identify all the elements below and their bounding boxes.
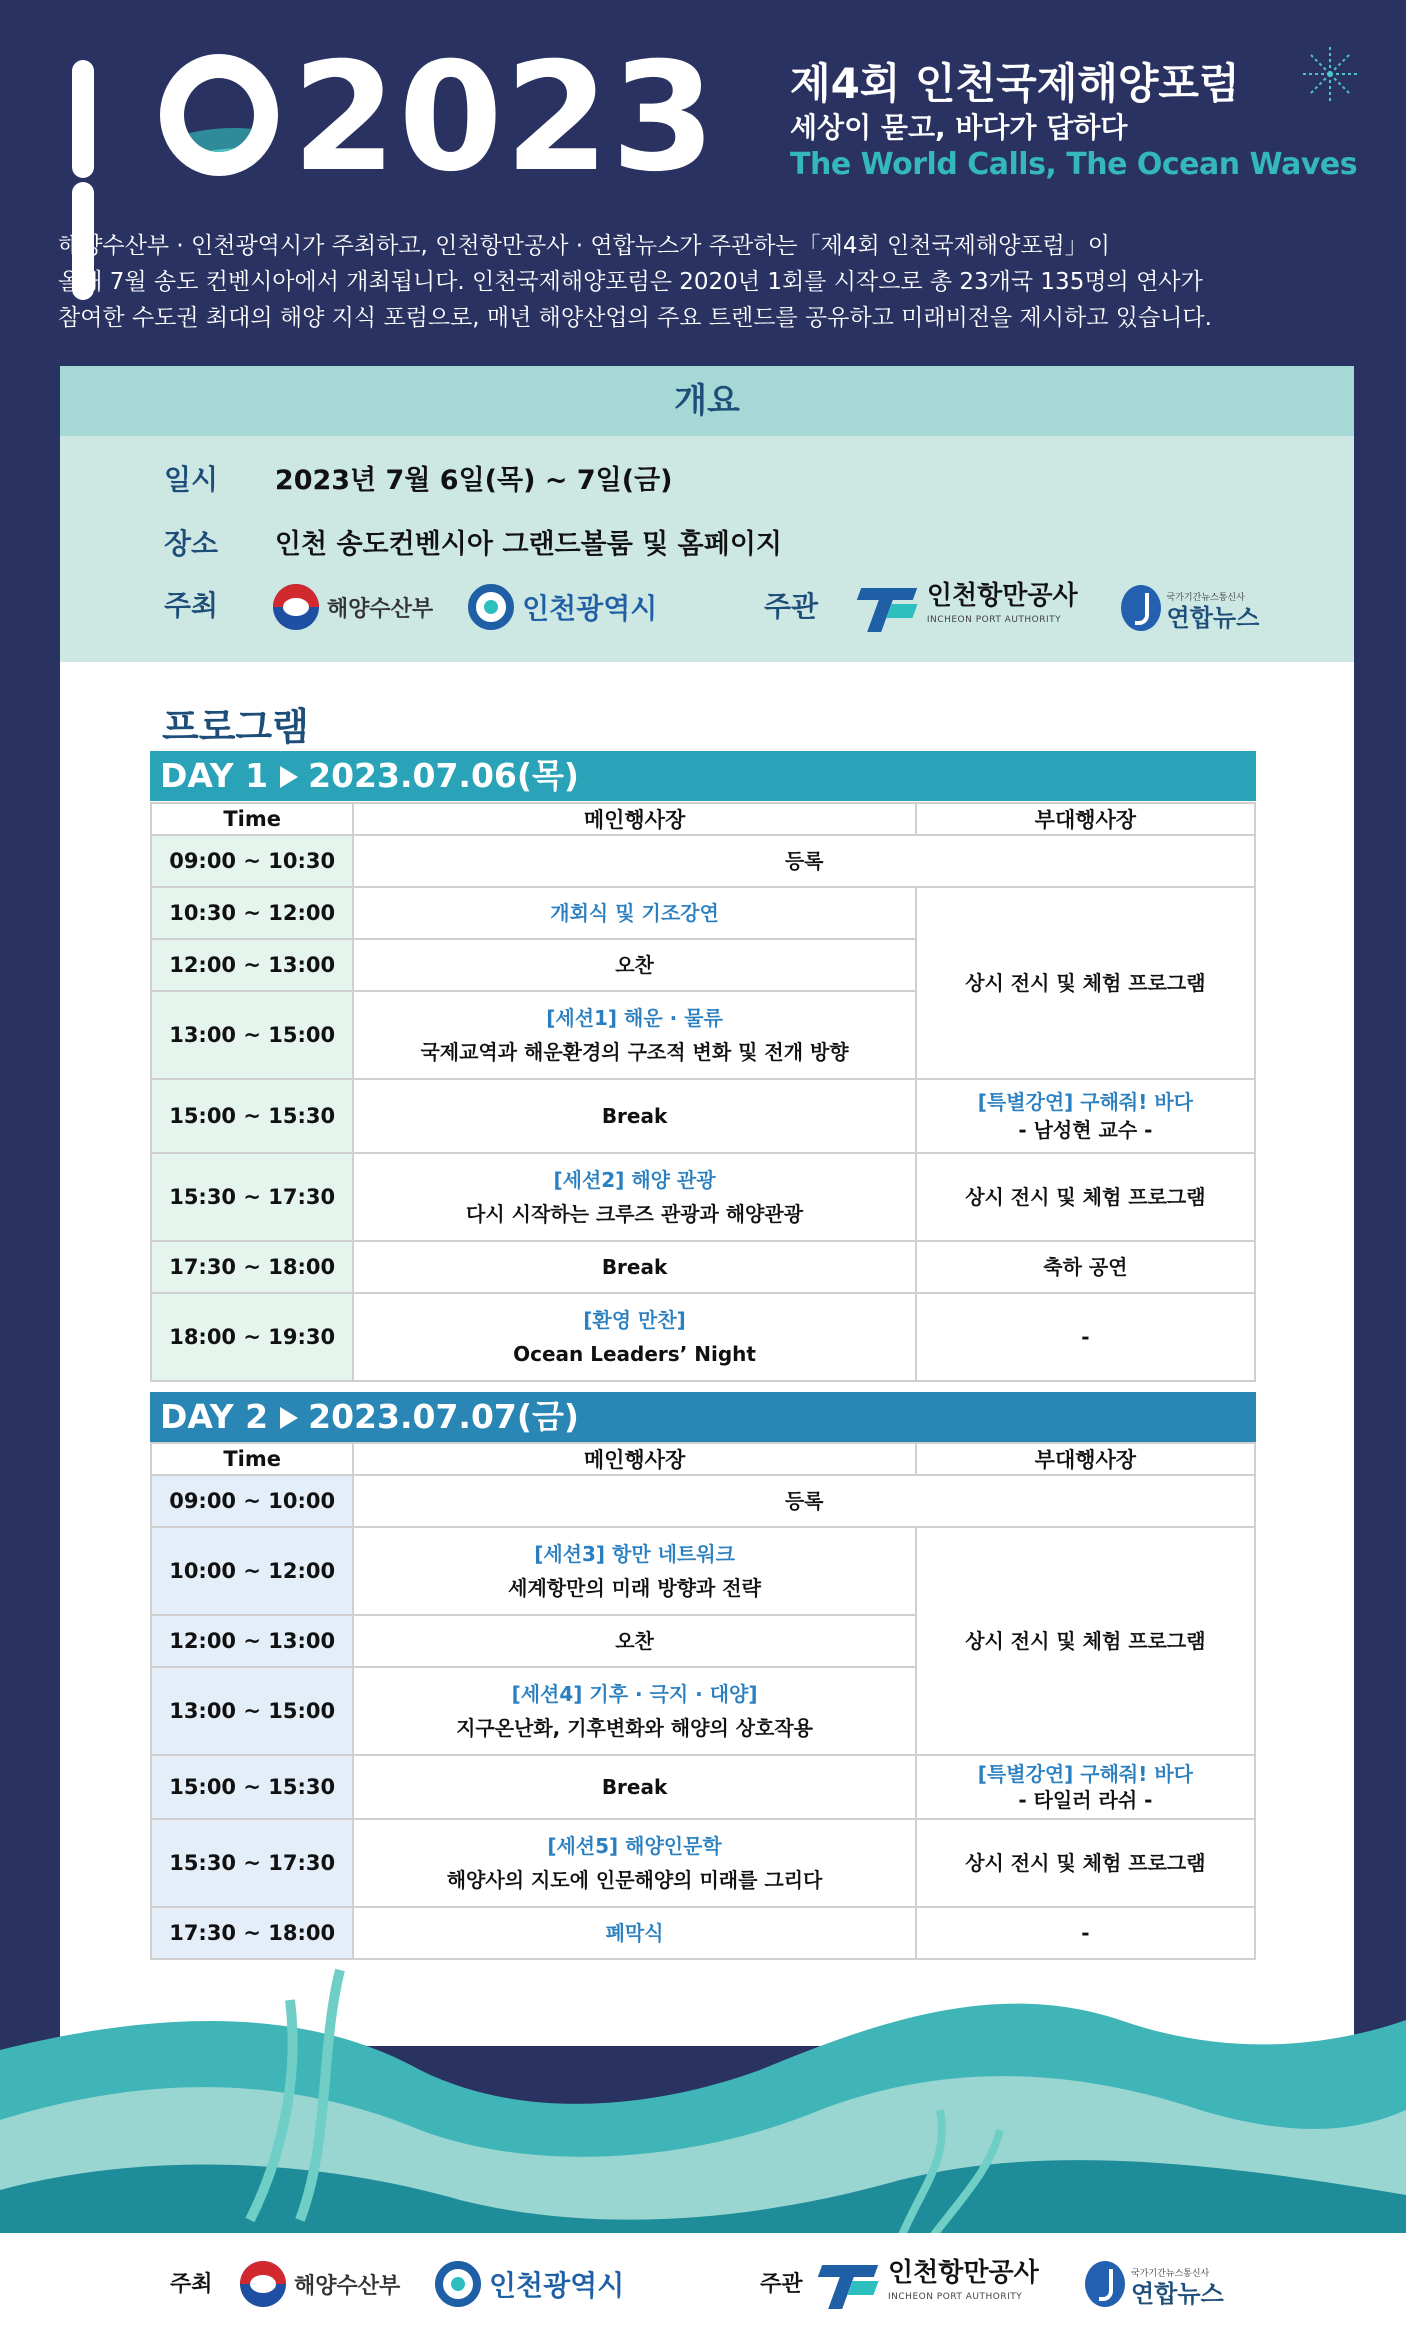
footer-incheon-logo: 인천광역시 — [435, 2261, 624, 2307]
footer-mof-logo: 해양수산부 — [240, 2261, 400, 2307]
col-main: 메인행사장 — [353, 1443, 915, 1475]
ipa-emblem-icon — [820, 2261, 880, 2309]
ipa-logo: 인천항만공사 INCHEON PORT AUTHORITY — [859, 584, 1078, 632]
col-main: 메인행사장 — [353, 803, 915, 835]
forum-title: 제4회 인천국제해양포럼 — [790, 59, 1240, 108]
yonhap-emblem-icon — [1121, 585, 1161, 631]
date-value: 2023년 7월 6일(목) ~ 7일(금) — [274, 465, 673, 496]
table-row: 10:30 ~ 12:00 개회식 및 기조강연 상시 전시 및 체험 프로그램 — [151, 887, 1255, 939]
day1-schedule-table — [150, 802, 1256, 1382]
day1-header: DAY 1 2023.07.06(목) — [150, 751, 1256, 801]
incheon-emblem-icon — [435, 2261, 481, 2307]
mof-emblem-icon — [240, 2261, 286, 2307]
wave-o-icon — [160, 54, 278, 176]
table-row: 15:00 ~ 15:30 Break [특별강연] 구해줘! 바다 - 타일러 라쉬 - — [151, 1755, 1255, 1819]
yonhap-logo: 국가기간뉴스통신사 연합뉴스 — [1121, 585, 1260, 631]
table-row: 13:00 ~ 15:00 [세션1] 해운 · 물류 국제교역과 해운환경의 구조적 변화 및 전개 방향 — [151, 991, 1255, 1079]
date-label: 일시 — [164, 463, 219, 496]
host-label: 주최 — [164, 589, 219, 622]
col-sub: 부대행사장 — [916, 803, 1255, 835]
forum-subtitle-ko: 세상이 묻고, 바다가 답하다 — [790, 111, 1128, 144]
play-arrow-icon — [280, 766, 298, 788]
col-sub: 부대행사장 — [916, 1443, 1255, 1475]
venue-label: 장소 — [164, 527, 219, 560]
footer-ipa-logo: 인천항만공사 INCHEON PORT AUTHORITY — [820, 2261, 1039, 2309]
ocean-wave-illustration — [0, 1960, 1406, 2260]
table-row: 17:30 ~ 18:00 폐막식 - — [151, 1907, 1255, 1959]
organizer-label: 주관 — [764, 590, 819, 623]
yonhap-emblem-icon — [1085, 2261, 1125, 2307]
table-row: 17:30 ~ 18:00 Break 축하 공연 — [151, 1241, 1255, 1293]
table-row: 15:30 ~ 17:30 [세션5] 해양인문학 해양사의 지도에 인문해양의 미래를 그리다 상시 전시 및 체험 프로그램 — [151, 1819, 1255, 1907]
incheon-logo: 인천광역시 — [468, 584, 657, 630]
table-row: 12:00 ~ 13:00 오찬 — [151, 1615, 1255, 1667]
footer-organizer-label: 주관 — [760, 2272, 803, 2297]
play-arrow-icon — [280, 1407, 298, 1429]
table-row: 10:00 ~ 12:00 [세션3] 항만 네트워크 세계항만의 미래 방향과 전략 상시 전시 및 체험 프로그램 — [151, 1527, 1255, 1615]
logo-year: 2023 — [292, 31, 718, 205]
table-row: 15:00 ~ 15:30 Break [특별강연] 구해줘! 바다 - 남성현 교수 - — [151, 1079, 1255, 1153]
table-row: 09:00 ~ 10:30 등록 — [151, 835, 1255, 887]
forum-subtitle-en: The World Calls, The Ocean Waves — [790, 147, 1358, 182]
day2-header: DAY 2 2023.07.07(금) — [150, 1392, 1256, 1442]
mof-emblem-icon — [273, 584, 319, 630]
program-title: 프로그램 — [162, 705, 309, 749]
venue-value: 인천 송도컨벤시아 그랜드볼룸 및 홈페이지 — [274, 529, 782, 560]
col-time: Time — [151, 1443, 353, 1475]
overview-section — [60, 436, 1354, 662]
col-time: Time — [151, 803, 353, 835]
day2-schedule-table — [150, 1442, 1256, 1960]
table-row: 09:00 ~ 10:00 등록 — [151, 1475, 1255, 1527]
table-row: 18:00 ~ 19:30 [환영 만찬] Ocean Leaders’ Night - — [151, 1293, 1255, 1381]
footer-yonhap-logo: 국가기간뉴스통신사 연합뉴스 — [1085, 2261, 1224, 2307]
table-row: 13:00 ~ 15:00 [세션4] 기후 · 극지 · 대양] 지구온난화, 기후변화와 해양의 상호작용 — [151, 1667, 1255, 1755]
incheon-emblem-icon — [468, 584, 514, 630]
firework-icon — [1300, 44, 1360, 104]
footer — [0, 2233, 1406, 2333]
table-row: 15:30 ~ 17:30 [세션2] 해양 관광 다시 시작하는 크루즈 관광과 해양관광 상시 전시 및 체험 프로그램 — [151, 1153, 1255, 1241]
mof-logo: 해양수산부 — [273, 584, 433, 630]
table-row: 12:00 ~ 13:00 오찬 — [151, 939, 1255, 991]
content-panel — [60, 366, 1354, 2046]
intro-text: 해양수산부 · 인천광역시가 주최하고, 인천항만공사 · 연합뉴스가 주관하는「제4회 인천국제해양포럼」이 올해 7월 송도 컨벤시아에서 개최됩니다. 인천국제해양포럼은 2020년 1회를 시작으로 총 23개국 135명의 연사가 참여한 수도권 최대의 해양 지식 포럼으로, 매년 해양산업의 주요 트렌드를 공유하고 미래비전을 제시하고 있습니다. — [58, 233, 1212, 331]
header — [0, 0, 1406, 360]
ipa-emblem-icon — [859, 584, 919, 632]
overview-heading: 개요 — [60, 366, 1354, 436]
footer-host-label: 주최 — [170, 2272, 213, 2297]
